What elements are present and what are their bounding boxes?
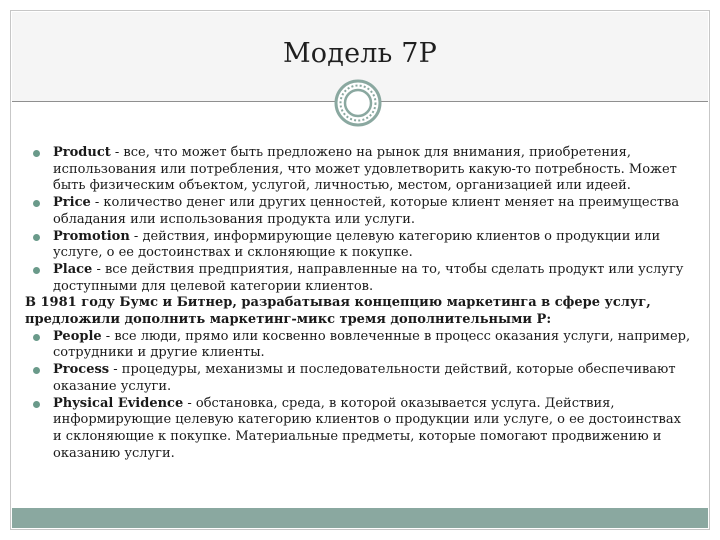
bullet-list-4p bbox=[31, 145, 693, 295]
bullet-term: Product bbox=[53, 145, 111, 160]
bullet-term: Place bbox=[53, 261, 93, 277]
bullet-text: - все действия предприятия, направленные на то, чтобы сделать продукт или услугу доступными для целевой категории клиентов. bbox=[53, 261, 684, 294]
bullet-term: Process bbox=[53, 362, 110, 378]
slide-title: Модель 7Р bbox=[282, 38, 438, 69]
bullet-text: - все люди, прямо или косвенно вовлеченные в процесс оказания услуги, например, сотрудники и другие клиенты. bbox=[53, 328, 691, 361]
bullet-dot-icon bbox=[33, 367, 40, 374]
bullet-item bbox=[31, 145, 693, 195]
bullet-text: - действия, информирующие целевую категорию клиентов о продукции или услуге, о ее достоинствах и склоняющие к покупке. bbox=[53, 228, 661, 261]
footer-bar bbox=[12, 508, 708, 528]
bullet-text: - процедуры, механизмы и последовательности действий, которые обеспечивают оказание услуги. bbox=[53, 362, 676, 394]
bullet-text: - количество денег или других ценностей, которые клиент меняет на преимущества обладания или использования продукта или услуги. bbox=[53, 195, 680, 227]
bullet-list-3p bbox=[31, 329, 693, 463]
intro-paragraph: В 1981 году Бумс и Битнер, разрабатывая концепцию маркетинга в сфере услуг, предложили дополнить маркетинг-микс тремя дополнительными Р: bbox=[25, 295, 651, 328]
bullet-dot-icon bbox=[33, 150, 40, 157]
bullet-item bbox=[31, 195, 693, 228]
slide bbox=[10, 10, 710, 530]
bullet-dot-icon bbox=[33, 234, 40, 241]
bullet-term: Physical Evidence bbox=[53, 395, 184, 411]
bullet-term: People bbox=[53, 328, 102, 344]
bullet-dot-icon bbox=[33, 334, 40, 341]
bullet-term: Promotion bbox=[53, 228, 130, 244]
bullet-dot-icon bbox=[33, 401, 40, 408]
bullet-text: - обстановка, среда, в которой оказывается услуга. Действия, информирующие целевую категорию клиентов о продукции или услуге, о ее достоинствах и склоняющие к покупке. Материальные предметы, которые помогают продвижению и оказанию услуги. bbox=[53, 395, 681, 461]
bullet-item bbox=[31, 329, 693, 362]
slide-content bbox=[25, 145, 693, 462]
bullet-item bbox=[31, 396, 693, 463]
bullet-item bbox=[31, 262, 693, 295]
bullet-dot-icon bbox=[33, 200, 40, 207]
bullet-text: - все, что может быть предложено на рынок для внимания, приобретения, использования или потребления, что может удовлетворить какую-то потребность. Может быть физическим объектом, услугой, личностью, местом, организацией или идеей. bbox=[53, 145, 677, 194]
bullet-dot-icon bbox=[33, 267, 40, 274]
circle-ornament-icon bbox=[334, 79, 382, 127]
bullet-term: Price bbox=[53, 195, 91, 211]
bullet-item bbox=[31, 362, 693, 395]
bullet-item bbox=[31, 229, 693, 262]
